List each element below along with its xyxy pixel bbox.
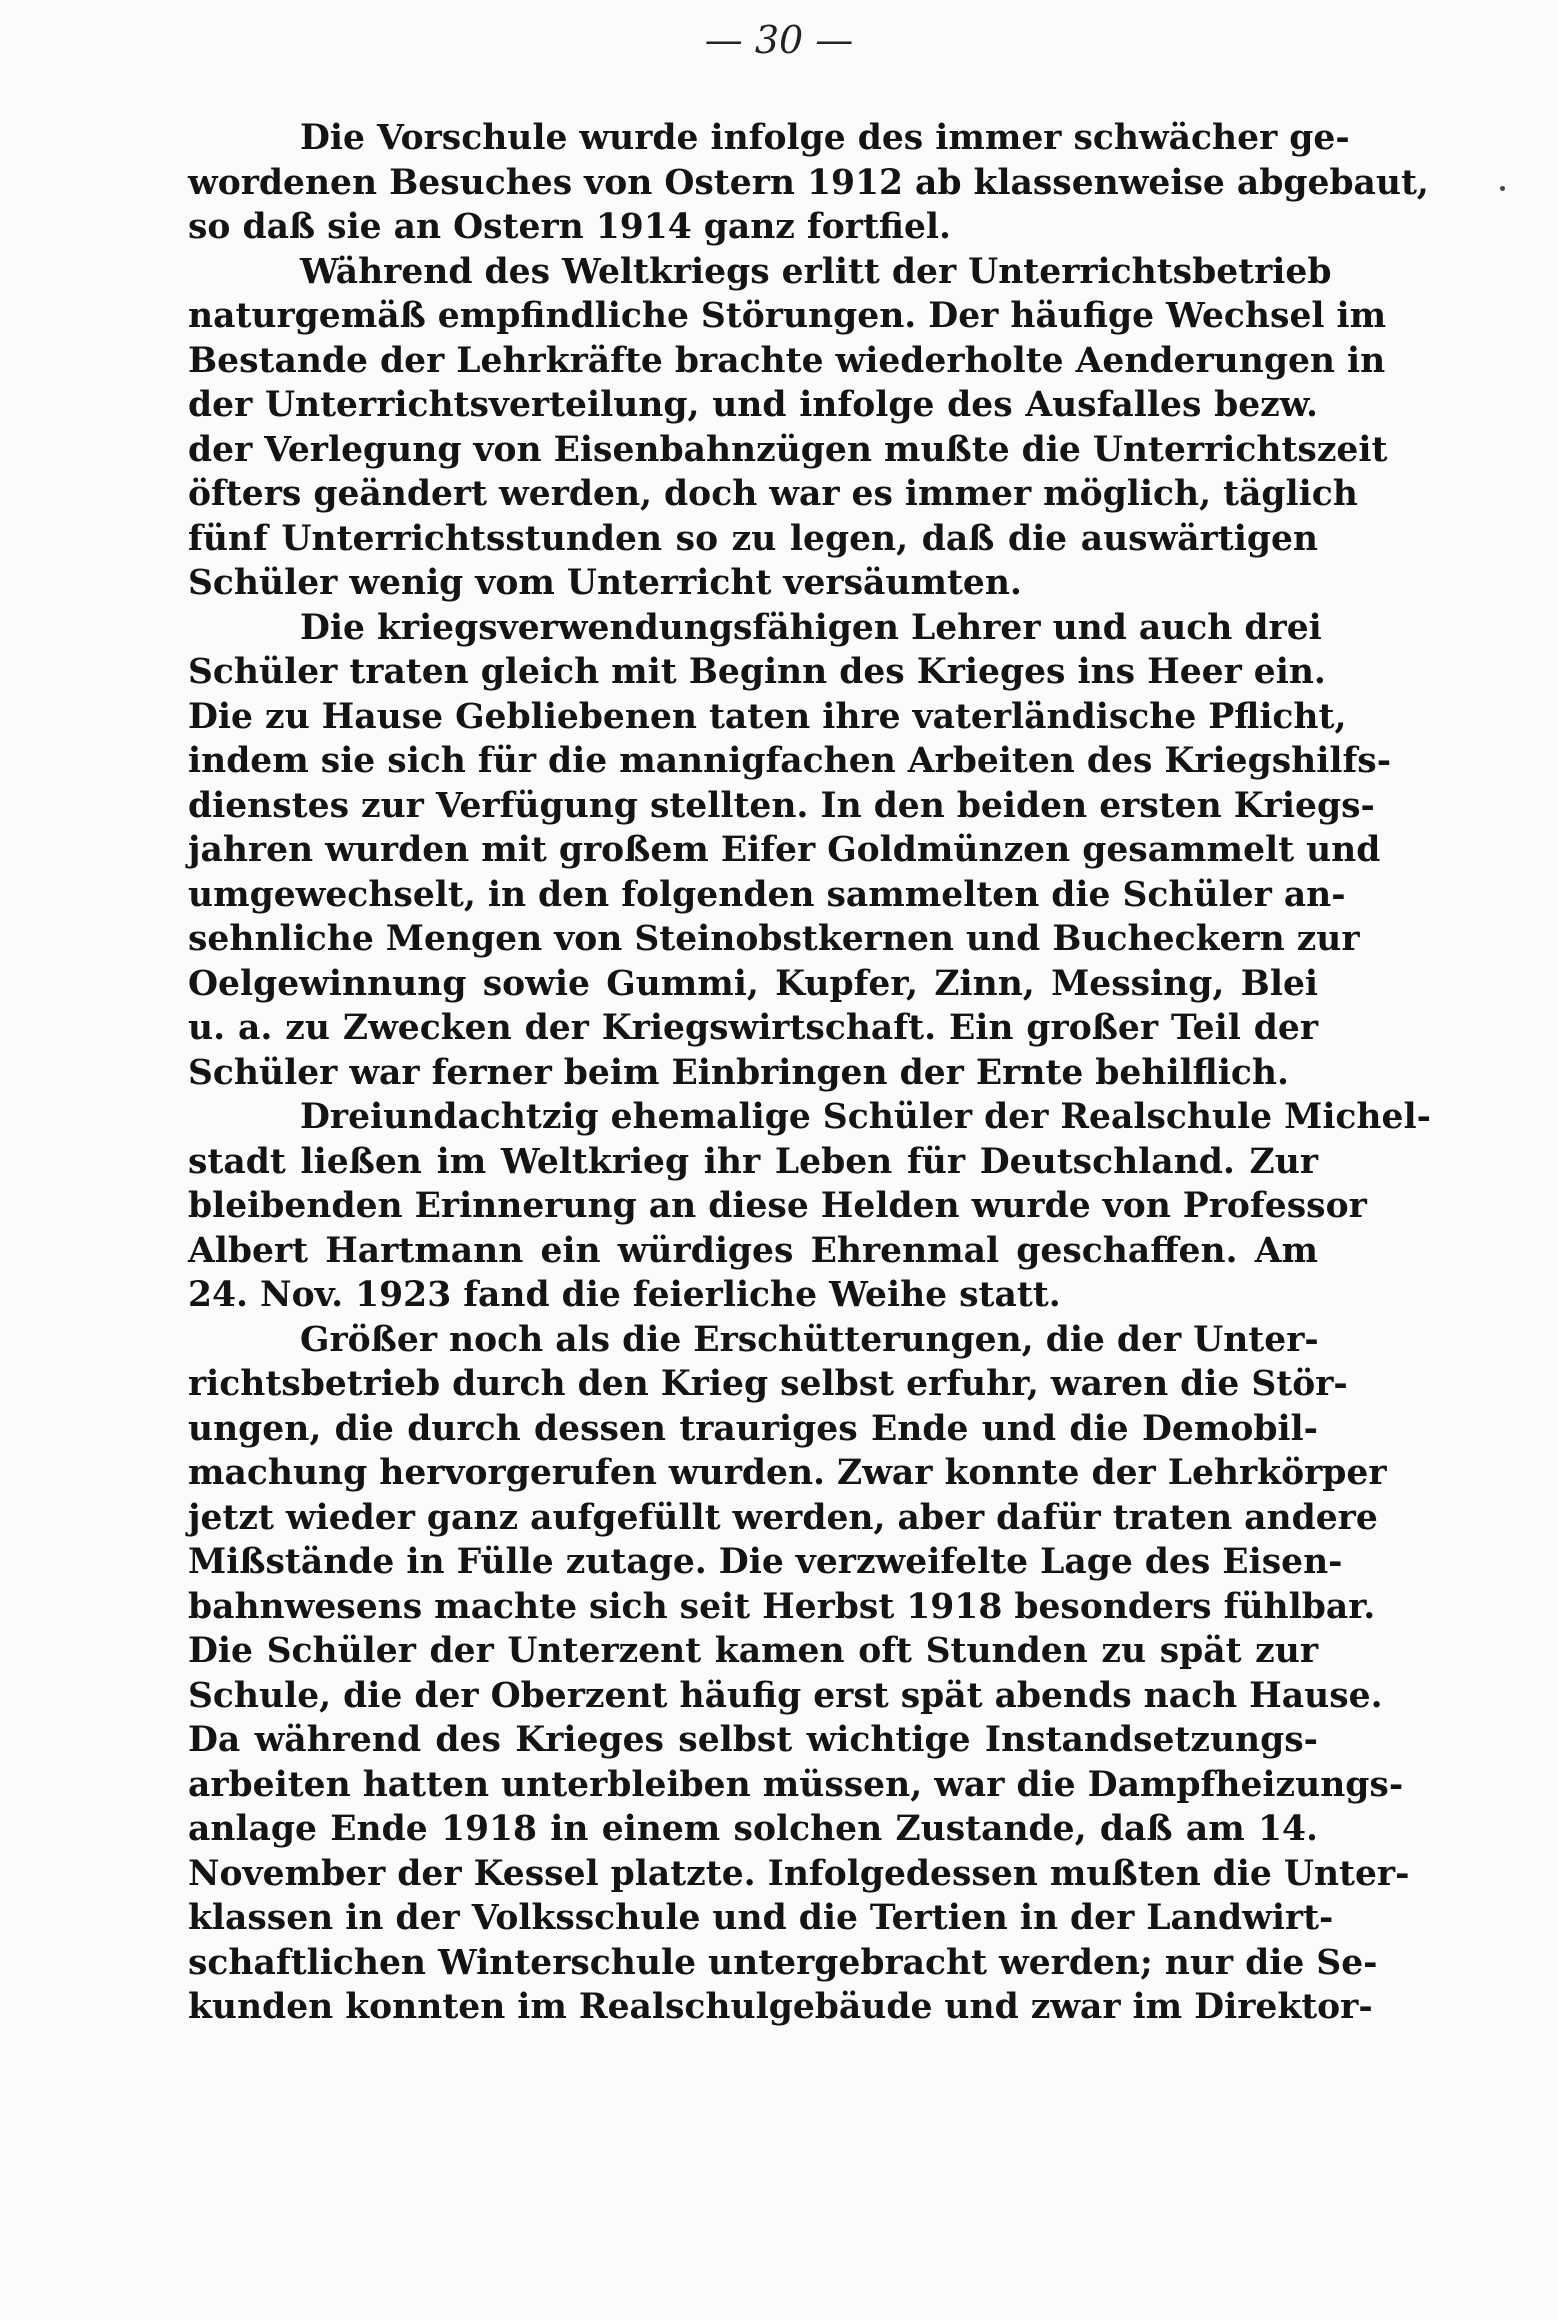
text-line: klassen in der Volksschule und die Tertien in der Landwirt- <box>188 1898 1334 1938</box>
paragraph-kriegsdienst <box>188 606 1392 1096</box>
print-speck <box>1500 186 1505 191</box>
text-line: ungen, die durch dessen trauriges Ende und die Demobil- <box>188 1408 1318 1449</box>
text-line: Die Vorschule wurde infolge des immer schwächer ge- <box>300 118 1350 158</box>
text-line: indem sie sich für die mannigfachen Arbeiten des Kriegshilfs- <box>188 741 1392 781</box>
text-line: Während des Weltkriegs erlitt der Unterrichtsbetrieb <box>300 251 1332 292</box>
text-line: arbeiten hatten unterbleiben müssen, war die Dampfheizungs- <box>188 1764 1404 1805</box>
text-line: schaftlichen Winterschule untergebracht werden; nur die Se- <box>188 1942 1378 1983</box>
text-line: öfters geändert werden, doch war es immer möglich, täglich <box>188 474 1358 514</box>
text-line: Größer noch als die Erschütterungen, die der Unter- <box>300 1319 1319 1360</box>
text-line: machung hervorgerufen wurden. Zwar konnte der Lehrkörper <box>188 1453 1387 1493</box>
text-line: umgewechselt, in den folgenden sammelten die Schüler an- <box>188 874 1346 915</box>
text-line: November der Kessel platzte. Infolgedessen mußten die Unter- <box>188 1853 1410 1894</box>
text-line: Schüler wenig vom Unterricht versäumten. <box>188 563 1022 603</box>
text-line: fünf Unterrichtsstunden so zu legen, daß die auswärtigen <box>188 518 1318 559</box>
text-line: der Unterrichtsverteilung, und infolge des Ausfalles bezw. <box>188 385 1318 425</box>
text-line: richtsbetrieb durch den Krieg selbst erfuhr, waren die Stör- <box>188 1364 1348 1404</box>
text-line: so daß sie an Ostern 1914 ganz fortfiel. <box>188 207 952 247</box>
text-line: sehnliche Mengen von Steinobstkernen und Bucheckern zur <box>188 919 1360 959</box>
text-line: Schule, die der Oberzent häufig erst spät abends nach Hause. <box>188 1675 1383 1716</box>
text-line: bleibenden Erinnerung an diese Helden wurde von Professor <box>188 1186 1367 1226</box>
text-line: Die kriegsverwendungsfähigen Lehrer und auch drei <box>300 607 1322 648</box>
paragraph-nachkriegszeit <box>188 1318 1410 2030</box>
text-line: stadt ließen im Weltkrieg ihr Leben für Deutschland. Zur <box>188 1141 1318 1182</box>
text-line: Da während des Krieges selbst wichtige Instandsetzungs- <box>188 1720 1318 1760</box>
text-line: u. a. zu Zwecken der Kriegswirtschaft. Ein großer Teil der <box>188 1008 1318 1048</box>
text-line: jetzt wieder ganz aufgefüllt werden, aber dafür traten andere <box>188 1497 1378 1538</box>
text-line: Mißstände in Fülle zutage. Die verzweifelte Lage des Eisen- <box>188 1542 1343 1582</box>
text-line: jahren wurden mit großem Eifer Goldmünzen gesammelt und <box>188 830 1381 870</box>
text-line: der Verlegung von Eisenbahnzügen mußte die Unterrichtszeit <box>188 429 1388 470</box>
text-line: Oelgewinnung sowie Gummi, Kupfer, Zinn, Messing, Blei <box>188 963 1318 1004</box>
text-line: Bestande der Lehrkräfte brachte wiederholte Aenderungen in <box>188 340 1386 381</box>
text-line: wordenen Besuches von Ostern 1912 ab klassenweise abgebaut, <box>188 162 1429 203</box>
text-line: Schüler war ferner beim Einbringen der Ernte behilflich. <box>188 1052 1289 1093</box>
text-line: Schüler traten gleich mit Beginn des Krieges ins Heer ein. <box>188 652 1326 692</box>
text-line: Dreiundachtzig ehemalige Schüler der Realschule Michel- <box>300 1097 1431 1137</box>
text-line: Albert Hartmann ein würdiges Ehrenmal geschaffen. Am <box>188 1230 1318 1271</box>
text-line: naturgemäß empfindliche Störungen. Der häufige Wechsel im <box>188 296 1387 336</box>
paragraph-weltkrieg <box>188 250 1388 606</box>
text-line: anlage Ende 1918 in einem solchen Zustande, daß am 14. <box>188 1809 1318 1849</box>
text-line: kunden konnten im Realschulgebäude und zwar im Direktor- <box>188 1987 1373 2027</box>
text-line: Die zu Hause Gebliebenen taten ihre vaterländische Pflicht, <box>188 696 1347 737</box>
text-line: bahnwesens machte sich seit Herbst 1918 besonders fühlbar. <box>188 1586 1376 1627</box>
paragraph-ehrenmal <box>188 1095 1431 1318</box>
paragraph-vorschule <box>188 116 1429 250</box>
body-text <box>188 116 1431 2030</box>
text-line: dienstes zur Verfügung stellten. In den beiden ersten Kriegs- <box>188 785 1375 826</box>
text-line: Die Schüler der Unterzent kamen oft Stunden zu spät zur <box>188 1631 1318 1671</box>
text-line: 24. Nov. 1923 fand die feierliche Weihe statt. <box>188 1275 1061 1315</box>
page-number: — 30 — <box>704 18 854 62</box>
